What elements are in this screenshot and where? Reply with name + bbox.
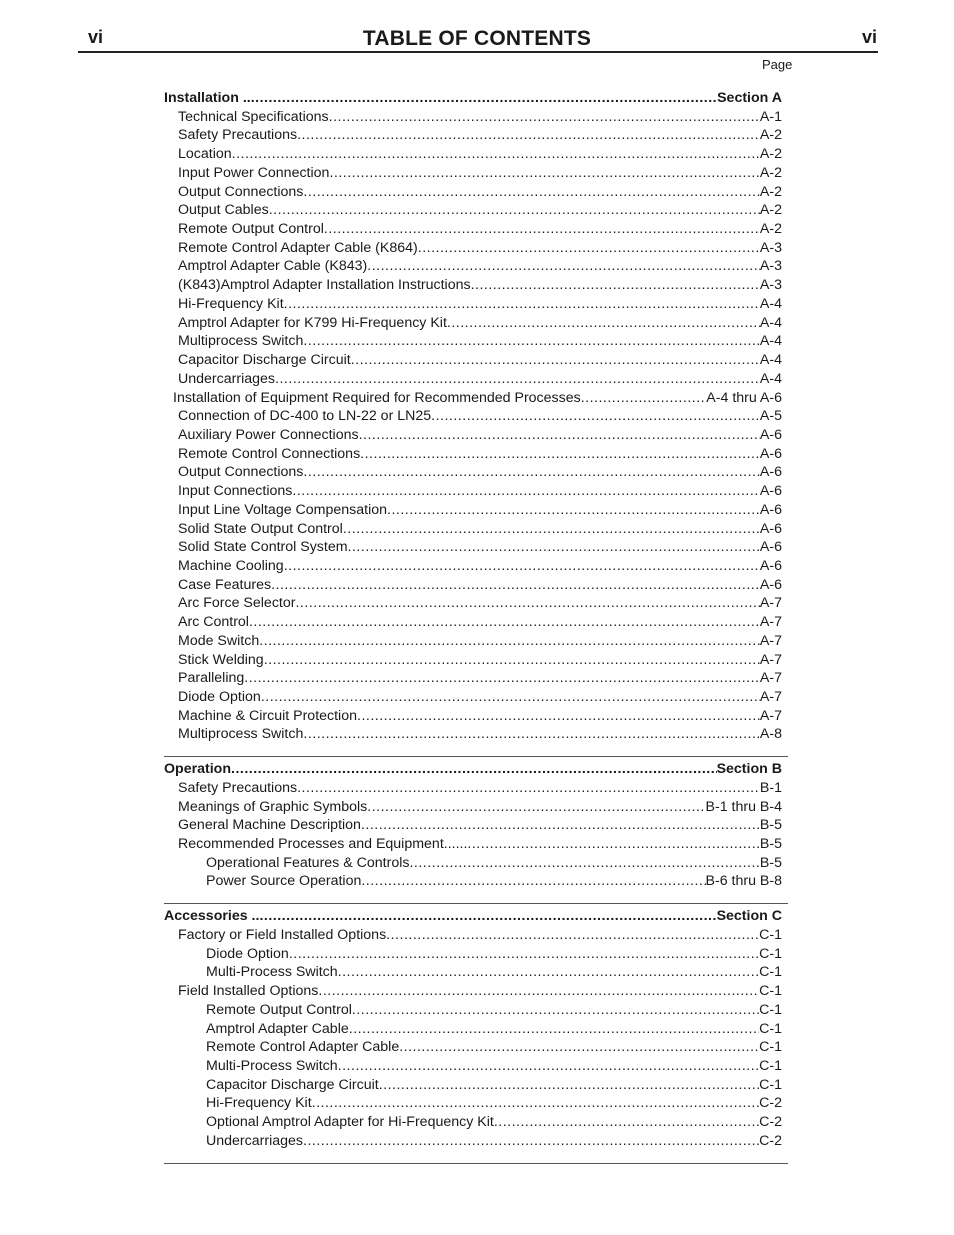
toc-entry-title: Hi-Frequency Kit bbox=[178, 295, 284, 312]
dot-leader bbox=[399, 1038, 759, 1057]
dot-leader bbox=[303, 725, 760, 744]
toc-entry-page: A-7 bbox=[759, 689, 782, 705]
toc-entry-title: Capacitor Discharge Circuit bbox=[206, 1076, 379, 1093]
dot-leader bbox=[251, 89, 717, 108]
toc-entry[interactable] bbox=[164, 351, 782, 370]
dot-leader bbox=[269, 201, 760, 220]
toc-entry-title: Factory or Field Installed Options bbox=[178, 926, 387, 943]
toc-entry-title: Auxiliary Power Connections bbox=[178, 426, 359, 443]
dot-leader bbox=[295, 594, 759, 613]
toc-entry-page: A-6 bbox=[759, 576, 782, 593]
dot-leader bbox=[324, 220, 760, 239]
dot-leader bbox=[303, 1132, 759, 1151]
toc-entry-page: A-6 bbox=[759, 464, 782, 481]
dot-leader bbox=[418, 239, 760, 258]
dot-leader bbox=[467, 835, 760, 854]
toc-entry-title: Field Installed Options bbox=[178, 983, 319, 1000]
dot-leader bbox=[348, 538, 760, 557]
toc-entry-page: A-3 bbox=[759, 277, 782, 294]
toc-entry-page: A-7 bbox=[759, 707, 782, 724]
dot-leader bbox=[329, 164, 759, 183]
toc-entry[interactable] bbox=[164, 126, 782, 145]
dot-leader bbox=[386, 926, 759, 945]
toc-entry[interactable] bbox=[164, 725, 782, 744]
toc-section-heading[interactable] bbox=[164, 89, 782, 108]
toc-section-title: Accessories .. bbox=[164, 908, 260, 925]
section-divider bbox=[164, 903, 788, 904]
toc-entry-page: A-6 bbox=[759, 426, 782, 443]
page-number-left: vi bbox=[88, 27, 104, 47]
toc-entry-page: A-3 bbox=[759, 258, 782, 275]
toc-entry-title: Operational Features & Controls bbox=[206, 854, 410, 871]
dot-leader bbox=[367, 798, 705, 817]
toc-entry-title: Safety Precautions bbox=[178, 127, 298, 144]
toc-entry[interactable] bbox=[164, 257, 782, 276]
dot-leader bbox=[303, 463, 760, 482]
toc-entry-page: A-6 bbox=[759, 445, 782, 462]
toc-entry-title: Amptrol Adapter Cable (K843) bbox=[178, 258, 368, 275]
toc-entry-page: A-8 bbox=[759, 726, 782, 743]
dot-leader bbox=[231, 760, 717, 779]
toc-entry-title: Diode Option bbox=[178, 689, 261, 705]
toc-entry-title: Safety Precautions bbox=[178, 779, 298, 796]
toc-section-page: Section B bbox=[716, 761, 782, 778]
dot-leader bbox=[338, 963, 759, 982]
toc-entry-title: Input Line Voltage Compensation bbox=[178, 501, 388, 518]
toc-entry-page: A-4 bbox=[759, 333, 782, 350]
dot-leader bbox=[284, 557, 760, 576]
dot-leader bbox=[275, 370, 760, 389]
toc-entry-page: B-1 bbox=[759, 779, 782, 796]
toc-entry[interactable] bbox=[164, 557, 782, 576]
toc-entry-page: A-4 bbox=[759, 295, 782, 312]
page-column-label: Page bbox=[762, 57, 793, 72]
toc-entry-title: Power Source Operation bbox=[206, 873, 362, 890]
toc-entry[interactable] bbox=[164, 1057, 782, 1076]
toc-entry-title: Capacitor Discharge Circuit bbox=[178, 352, 351, 369]
toc-entry[interactable] bbox=[164, 145, 782, 164]
toc-entry[interactable] bbox=[164, 1132, 782, 1151]
dot-leader bbox=[409, 854, 759, 873]
dot-leader bbox=[264, 651, 760, 670]
toc-entry-page: C-1 bbox=[759, 945, 782, 962]
toc-entry-title: Case Features bbox=[178, 576, 272, 593]
toc-entry[interactable] bbox=[164, 963, 782, 982]
toc-entry-page: A-2 bbox=[759, 202, 782, 219]
toc-entry[interactable] bbox=[164, 926, 782, 945]
toc-entry-title: Machine & Circuit Protection bbox=[178, 707, 357, 724]
dot-leader bbox=[284, 295, 760, 314]
dot-leader bbox=[297, 126, 760, 145]
dot-leader bbox=[494, 1113, 759, 1132]
toc-entry-page: C-2 bbox=[759, 1095, 782, 1112]
header-rule bbox=[78, 51, 878, 53]
toc-entry-title: Remote Output Control bbox=[178, 221, 324, 238]
toc-entry[interactable] bbox=[164, 426, 782, 445]
toc-entry[interactable] bbox=[164, 651, 782, 670]
dot-leader bbox=[387, 501, 760, 520]
toc-entry-page: C-2 bbox=[759, 1132, 782, 1149]
toc-entry[interactable] bbox=[164, 295, 782, 314]
toc-entry-title: Diode Option bbox=[206, 945, 289, 962]
dot-leader bbox=[581, 389, 707, 408]
dot-leader bbox=[360, 445, 760, 464]
toc-entry-page: A-7 bbox=[759, 651, 782, 668]
toc-entry-page: C-1 bbox=[759, 1020, 782, 1037]
toc-entry-title: Undercarriages bbox=[206, 1132, 303, 1149]
toc-entry[interactable] bbox=[164, 407, 782, 426]
toc-entry-title: Amptrol Adapter for K799 Hi-Frequency Kit bbox=[178, 314, 447, 331]
toc-entry-page: A-4 bbox=[759, 370, 782, 387]
toc-entry[interactable] bbox=[164, 201, 782, 220]
dot-leader bbox=[303, 183, 760, 202]
toc-section-title: Installation .. bbox=[164, 90, 251, 106]
page-number-right: vi bbox=[862, 27, 878, 47]
toc-section bbox=[164, 89, 782, 757]
dot-leader bbox=[471, 276, 760, 295]
toc-entry-page: A-2 bbox=[759, 221, 782, 238]
toc-entry-page: B-5 bbox=[759, 817, 782, 834]
toc-entry-page: C-2 bbox=[759, 1114, 782, 1131]
toc-entry-page: A-4 bbox=[759, 314, 782, 331]
toc-entry[interactable] bbox=[164, 1001, 782, 1020]
toc-entry-page: C-1 bbox=[759, 983, 782, 1000]
table-of-contents bbox=[164, 89, 782, 1167]
toc-entry-title: Remote Control Adapter Cable bbox=[206, 1039, 400, 1056]
toc-entry-title: Meanings of Graphic Symbols bbox=[178, 798, 368, 815]
toc-entry-title: Arc Control bbox=[178, 614, 249, 631]
toc-entry-page: B-5 bbox=[759, 836, 782, 853]
toc-entry[interactable] bbox=[164, 669, 782, 688]
dot-leader bbox=[352, 1001, 759, 1020]
dot-leader bbox=[349, 1020, 759, 1039]
toc-entry-title: Remote Control Connections bbox=[178, 445, 361, 462]
toc-entry[interactable] bbox=[164, 314, 782, 333]
toc-entry[interactable] bbox=[164, 520, 782, 539]
dot-leader bbox=[303, 332, 760, 351]
dot-leader bbox=[379, 1076, 759, 1095]
dot-leader bbox=[361, 872, 705, 891]
toc-entry-title: Output Connections bbox=[178, 464, 304, 481]
section-divider bbox=[164, 756, 788, 757]
toc-entry[interactable] bbox=[164, 945, 782, 964]
dot-leader bbox=[351, 351, 760, 370]
toc-entry-title: Hi-Frequency Kit bbox=[206, 1095, 312, 1112]
toc-entry[interactable] bbox=[164, 835, 782, 854]
toc-entry-page: B-1 thru B-4 bbox=[705, 798, 782, 815]
toc-section-page: Section C bbox=[716, 908, 782, 925]
toc-section-title: Operation bbox=[164, 761, 232, 778]
dot-leader bbox=[259, 907, 716, 926]
dot-leader bbox=[244, 669, 760, 688]
toc-entry-page: A-6 bbox=[759, 539, 782, 556]
toc-entry-title: (K843)Amptrol Adapter Installation Instructions bbox=[178, 277, 471, 294]
toc-section-page: Section A bbox=[717, 90, 782, 106]
toc-entry[interactable] bbox=[164, 482, 782, 501]
toc-entry-page: A-2 bbox=[759, 127, 782, 144]
dot-leader bbox=[367, 257, 760, 276]
toc-entry-page: A-6 bbox=[759, 501, 782, 518]
toc-section bbox=[164, 760, 782, 904]
toc-entry[interactable] bbox=[164, 108, 782, 127]
toc-entry-page: A-1 bbox=[759, 108, 782, 125]
toc-entry-page: A-6 bbox=[759, 520, 782, 537]
toc-entry[interactable] bbox=[164, 872, 782, 891]
dot-leader bbox=[289, 945, 759, 964]
toc-entry-page: A-4 bbox=[759, 352, 782, 369]
toc-entry[interactable] bbox=[164, 982, 782, 1001]
toc-entry[interactable] bbox=[164, 239, 782, 258]
dot-leader bbox=[312, 1094, 759, 1113]
section-divider bbox=[164, 1163, 788, 1164]
dot-leader bbox=[361, 816, 760, 835]
toc-entry-page: A-2 bbox=[759, 164, 782, 181]
toc-entry-title: Input Power Connection bbox=[178, 164, 330, 181]
dot-leader bbox=[297, 779, 760, 798]
dot-leader bbox=[343, 520, 760, 539]
toc-section-heading[interactable] bbox=[164, 907, 782, 926]
toc-entry-title: Arc Force Selector bbox=[178, 595, 296, 612]
toc-entry-page: C-1 bbox=[759, 926, 782, 943]
dot-leader bbox=[329, 108, 760, 127]
toc-entry[interactable] bbox=[164, 1038, 782, 1057]
toc-entry[interactable] bbox=[164, 183, 782, 202]
dot-leader bbox=[232, 145, 760, 164]
toc-entry-title: Paralleling bbox=[178, 670, 245, 687]
toc-entry[interactable] bbox=[164, 1076, 782, 1095]
toc-entry-page: B-6 thru B-8 bbox=[705, 873, 782, 890]
toc-section-heading[interactable] bbox=[164, 760, 782, 779]
toc-entry[interactable] bbox=[164, 276, 782, 295]
toc-entry-page: A-7 bbox=[759, 595, 782, 612]
toc-entry-title: Input Connections bbox=[178, 483, 293, 500]
toc-entry-page: C-1 bbox=[759, 1001, 782, 1018]
toc-entry-title: Installation of Equipment Required for Recommended Processes bbox=[173, 389, 581, 406]
toc-entry-page: C-1 bbox=[759, 964, 782, 981]
toc-entry-page: B-5 bbox=[759, 854, 782, 871]
dot-leader bbox=[447, 314, 760, 333]
toc-entry-title: Solid State Output Control bbox=[178, 520, 343, 537]
toc-entry[interactable] bbox=[164, 779, 782, 798]
dot-leader bbox=[338, 1057, 759, 1076]
toc-entry[interactable] bbox=[164, 1094, 782, 1113]
toc-entry-page: A-7 bbox=[759, 614, 782, 631]
toc-entry-page: A-4 thru A-6 bbox=[706, 389, 782, 406]
toc-entry-title: Mode Switch bbox=[178, 632, 260, 649]
toc-entry-page: C-1 bbox=[759, 1076, 782, 1093]
toc-entry[interactable] bbox=[164, 445, 782, 464]
toc-entry-page: A-7 bbox=[759, 632, 782, 649]
toc-entry-title: Connection of DC-400 to LN-22 or LN25 bbox=[178, 408, 432, 425]
toc-entry-page: A-2 bbox=[759, 146, 782, 163]
toc-entry-title: Stick Welding bbox=[178, 651, 264, 668]
toc-entry[interactable] bbox=[164, 389, 782, 408]
toc-entry-title: Undercarriages bbox=[178, 370, 275, 387]
dot-leader bbox=[431, 407, 760, 426]
toc-entry-title: Optional Amptrol Adapter for Hi-Frequency Kit bbox=[206, 1114, 494, 1131]
toc-entry[interactable] bbox=[164, 594, 782, 613]
toc-entry-title: Solid State Control System bbox=[178, 539, 348, 556]
toc-entry-page: A-6 bbox=[759, 557, 782, 574]
toc-entry[interactable] bbox=[164, 1020, 782, 1039]
toc-entry-page: A-6 bbox=[759, 483, 782, 500]
toc-entry-title: Multi-Process Switch bbox=[206, 1057, 338, 1074]
toc-entry-title: Multi-Process Switch bbox=[206, 964, 338, 981]
toc-entry[interactable] bbox=[164, 538, 782, 557]
toc-entry-page: A-2 bbox=[759, 183, 782, 200]
toc-entry[interactable] bbox=[164, 220, 782, 239]
toc-entry[interactable] bbox=[164, 332, 782, 351]
toc-entry-page: C-1 bbox=[759, 1057, 782, 1074]
dot-leader bbox=[249, 613, 760, 632]
toc-entry-title: Technical Specifications bbox=[178, 108, 329, 125]
dot-leader bbox=[318, 982, 759, 1001]
toc-entry-title: Remote Control Adapter Cable (K864) bbox=[178, 239, 418, 256]
toc-entry-title: Multiprocess Switch bbox=[178, 333, 304, 350]
toc-entry-title: Output Connections bbox=[178, 183, 304, 200]
toc-entry-page: A-7 bbox=[759, 670, 782, 687]
toc-entry[interactable] bbox=[164, 613, 782, 632]
toc-entry[interactable] bbox=[164, 501, 782, 520]
toc-entry-title: Location bbox=[178, 146, 232, 163]
toc-entry-title: Machine Cooling bbox=[178, 557, 284, 574]
dot-leader bbox=[357, 707, 760, 726]
toc-entry-title: Multiprocess Switch bbox=[178, 726, 304, 743]
toc-entry[interactable] bbox=[164, 370, 782, 389]
toc-entry[interactable] bbox=[164, 816, 782, 835]
toc-entry[interactable] bbox=[164, 688, 782, 707]
page-title: TABLE OF CONTENTS bbox=[362, 27, 592, 50]
toc-entry[interactable] bbox=[164, 632, 782, 651]
toc-entry-page: A-3 bbox=[759, 239, 782, 256]
toc-entry-title: Amptrol Adapter Cable bbox=[206, 1020, 349, 1037]
toc-entry-page: A-5 bbox=[759, 408, 782, 425]
dot-leader bbox=[359, 426, 760, 445]
toc-entry[interactable] bbox=[164, 164, 782, 183]
toc-entry-title: General Machine Description bbox=[178, 817, 361, 834]
toc-entry[interactable] bbox=[164, 463, 782, 482]
toc-entry[interactable] bbox=[164, 707, 782, 726]
toc-entry-title: Remote Output Control bbox=[206, 1001, 352, 1018]
dot-leader bbox=[261, 688, 760, 707]
toc-entry-title: Recommended Processes and Equipment...... bbox=[178, 836, 468, 853]
dot-leader bbox=[292, 482, 760, 501]
toc-entry[interactable] bbox=[164, 1113, 782, 1132]
dot-leader bbox=[271, 576, 760, 595]
toc-entry[interactable] bbox=[164, 854, 782, 873]
toc-entry-title: Output Cables bbox=[178, 202, 269, 219]
toc-entry[interactable] bbox=[164, 576, 782, 595]
toc-entry[interactable] bbox=[164, 798, 782, 817]
dot-leader bbox=[259, 632, 760, 651]
toc-entry-page: C-1 bbox=[759, 1039, 782, 1056]
toc-section bbox=[164, 907, 782, 1163]
